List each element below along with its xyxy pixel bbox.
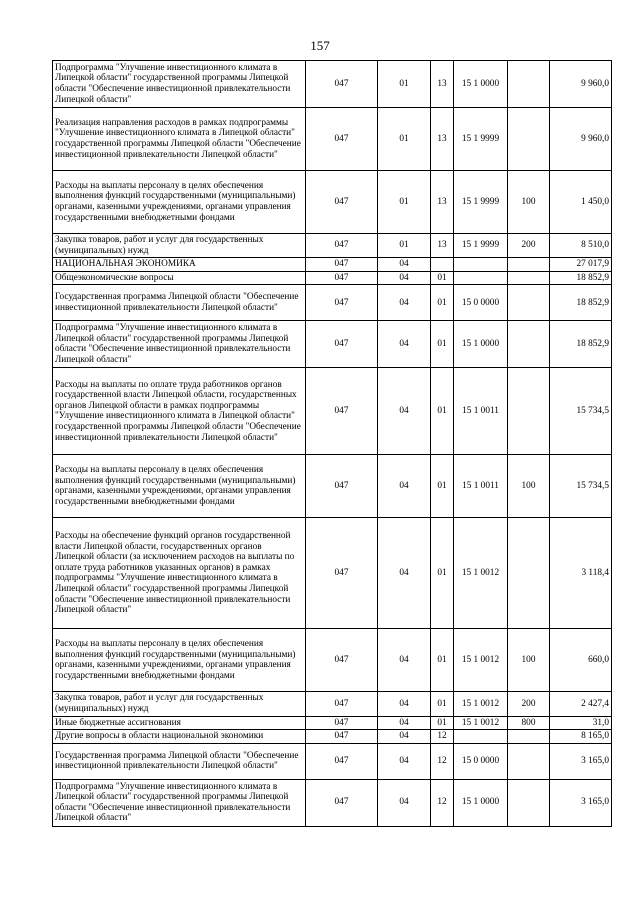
cell-target-article: 15 1 0012 <box>454 692 508 716</box>
cell-target-article: 15 1 0011 <box>454 455 508 518</box>
cell-sum: 660,0 <box>550 629 612 692</box>
table-row <box>53 629 612 692</box>
cell-sum: 8 510,0 <box>550 234 612 258</box>
cell-sum: 18 852,9 <box>550 321 612 368</box>
cell-name: Общеэкономические вопросы <box>53 271 306 285</box>
cell-expense-type: 200 <box>508 692 550 716</box>
cell-name: Расходы на выплаты персоналу в целях обеспечения выполнения функций государственными (муниципальными) органами, казенными учреждениями, органами управления государственными внебюджетными фондами <box>53 629 306 692</box>
cell-name: Расходы на выплаты персоналу в целях обеспечения выполнения функций государственными (муниципальными) органами, казенными учреждениями, органами управления государственными внебюджетными фондами <box>53 171 306 234</box>
cell-subsection: 01 <box>431 518 454 629</box>
table-row <box>53 285 612 321</box>
cell-target-article: 15 1 0012 <box>454 716 508 730</box>
cell-expense-type <box>508 61 550 108</box>
table-row <box>53 61 612 108</box>
cell-sum: 8 165,0 <box>550 730 612 744</box>
table-row <box>53 271 612 285</box>
table-row <box>53 258 612 272</box>
cell-subsection: 01 <box>431 716 454 730</box>
cell-expense-type <box>508 285 550 321</box>
cell-section: 01 <box>378 61 431 108</box>
cell-expense-type <box>508 368 550 455</box>
table-row <box>53 779 612 826</box>
cell-name: Иные бюджетные ассигнования <box>53 716 306 730</box>
cell-subsection: 13 <box>431 61 454 108</box>
cell-sum: 3 118,4 <box>550 518 612 629</box>
page-number: 157 <box>310 38 330 53</box>
cell-ministry: 047 <box>306 258 378 272</box>
cell-name: Закупка товаров, работ и услуг для государственных (муниципальных) нужд <box>53 234 306 258</box>
cell-section: 04 <box>378 271 431 285</box>
table-row <box>53 368 612 455</box>
cell-target-article <box>454 271 508 285</box>
cell-section: 04 <box>378 258 431 272</box>
cell-sum: 9 960,0 <box>550 108 612 171</box>
cell-ministry: 047 <box>306 518 378 629</box>
cell-ministry: 047 <box>306 629 378 692</box>
table-row <box>53 108 612 171</box>
cell-sum: 3 165,0 <box>550 779 612 826</box>
cell-ministry: 047 <box>306 368 378 455</box>
cell-target-article: 15 1 0011 <box>454 368 508 455</box>
cell-sum: 18 852,9 <box>550 271 612 285</box>
cell-ministry: 047 <box>306 455 378 518</box>
cell-name: НАЦИОНАЛЬНАЯ ЭКОНОМИКА <box>53 258 306 272</box>
cell-section: 04 <box>378 779 431 826</box>
cell-target-article: 15 1 0012 <box>454 518 508 629</box>
cell-expense-type: 200 <box>508 234 550 258</box>
cell-expense-type <box>508 743 550 779</box>
cell-sum: 1 450,0 <box>550 171 612 234</box>
cell-target-article <box>454 258 508 272</box>
cell-target-article: 15 0 0000 <box>454 743 508 779</box>
cell-expense-type <box>508 321 550 368</box>
cell-sum: 2 427,4 <box>550 692 612 716</box>
cell-subsection: 01 <box>431 321 454 368</box>
table-row <box>53 321 612 368</box>
cell-subsection: 13 <box>431 234 454 258</box>
cell-subsection: 01 <box>431 692 454 716</box>
table-row <box>53 692 612 716</box>
cell-sum: 27 017,9 <box>550 258 612 272</box>
cell-name: Подпрограмма "Улучшение инвестиционного климата в Липецкой области" государственной программы Липецкой области "Обеспечение инвестиционной привлекательности Липецкой области" <box>53 61 306 108</box>
cell-sum: 18 852,9 <box>550 285 612 321</box>
cell-name: Государственная программа Липецкой области "Обеспечение инвестиционной привлекательности Липецкой области" <box>53 285 306 321</box>
budget-table <box>52 60 612 827</box>
cell-sum: 15 734,5 <box>550 368 612 455</box>
table-row <box>53 455 612 518</box>
cell-target-article: 15 1 9999 <box>454 234 508 258</box>
table-row <box>53 518 612 629</box>
cell-sum: 3 165,0 <box>550 743 612 779</box>
cell-name: Расходы на выплаты персоналу в целях обеспечения выполнения функций государственными (муниципальными) органами, казенными учреждениями, органами управления государственными внебюджетными фондами <box>53 455 306 518</box>
cell-subsection: 12 <box>431 730 454 744</box>
cell-ministry: 047 <box>306 716 378 730</box>
cell-subsection: 01 <box>431 629 454 692</box>
cell-subsection: 01 <box>431 271 454 285</box>
cell-name: Закупка товаров, работ и услуг для государственных (муниципальных) нужд <box>53 692 306 716</box>
table-row <box>53 234 612 258</box>
cell-expense-type <box>508 108 550 171</box>
cell-target-article: 15 1 0000 <box>454 61 508 108</box>
cell-section: 01 <box>378 108 431 171</box>
table-row <box>53 171 612 234</box>
cell-subsection: 13 <box>431 108 454 171</box>
cell-expense-type: 100 <box>508 629 550 692</box>
cell-section: 04 <box>378 629 431 692</box>
cell-subsection: 01 <box>431 285 454 321</box>
cell-subsection: 12 <box>431 779 454 826</box>
cell-name: Государственная программа Липецкой области "Обеспечение инвестиционной привлекательности Липецкой области" <box>53 743 306 779</box>
cell-target-article: 15 1 9999 <box>454 108 508 171</box>
cell-expense-type <box>508 258 550 272</box>
cell-expense-type: 100 <box>508 171 550 234</box>
cell-target-article: 15 0 0000 <box>454 285 508 321</box>
cell-name: Другие вопросы в области национальной экономики <box>53 730 306 744</box>
cell-name: Расходы на выплаты по оплате труда работников органов государственной власти Липецкой области, государственных органов Липецкой области в рамках подпрограммы "Улучшение инвестиционного климата в Липецкой области" государственной программы Липецкой области "Обеспечение инвестиционной привлекательности Липецкой области" <box>53 368 306 455</box>
cell-expense-type <box>508 730 550 744</box>
cell-subsection: 01 <box>431 368 454 455</box>
cell-ministry: 047 <box>306 743 378 779</box>
cell-ministry: 047 <box>306 321 378 368</box>
cell-section: 04 <box>378 743 431 779</box>
cell-section: 04 <box>378 321 431 368</box>
cell-ministry: 047 <box>306 692 378 716</box>
cell-target-article: 15 1 0012 <box>454 629 508 692</box>
table-row <box>53 743 612 779</box>
cell-ministry: 047 <box>306 271 378 285</box>
cell-expense-type: 800 <box>508 716 550 730</box>
cell-subsection: 13 <box>431 171 454 234</box>
cell-name: Расходы на обеспечение функций органов государственной власти Липецкой области, государственных органов Липецкой области (за исключением расходов на выплаты по оплате труда работников указанных органов) в рамках подпрограммы "Улучшение инвестиционного климата в Липецкой области" государственной программы Липецкой области "Обеспечение инвестиционной привлекательности Липецкой области" <box>53 518 306 629</box>
cell-section: 01 <box>378 171 431 234</box>
cell-sum: 31,0 <box>550 716 612 730</box>
cell-section: 04 <box>378 368 431 455</box>
table-body <box>53 61 612 827</box>
table-row <box>53 716 612 730</box>
cell-section: 04 <box>378 730 431 744</box>
cell-name: Подпрограмма "Улучшение инвестиционного климата в Липецкой области" государственной программы Липецкой области "Обеспечение инвестиционной привлекательности Липецкой области" <box>53 779 306 826</box>
cell-target-article: 15 1 0000 <box>454 321 508 368</box>
table-row <box>53 730 612 744</box>
cell-subsection <box>431 258 454 272</box>
cell-target-article <box>454 730 508 744</box>
cell-subsection: 12 <box>431 743 454 779</box>
cell-section: 04 <box>378 716 431 730</box>
cell-section: 04 <box>378 455 431 518</box>
cell-ministry: 047 <box>306 779 378 826</box>
cell-expense-type <box>508 779 550 826</box>
cell-ministry: 047 <box>306 171 378 234</box>
cell-sum: 9 960,0 <box>550 61 612 108</box>
cell-target-article: 15 1 0000 <box>454 779 508 826</box>
cell-section: 04 <box>378 692 431 716</box>
cell-ministry: 047 <box>306 234 378 258</box>
cell-sum: 15 734,5 <box>550 455 612 518</box>
cell-ministry: 047 <box>306 730 378 744</box>
cell-target-article: 15 1 9999 <box>454 171 508 234</box>
cell-ministry: 047 <box>306 108 378 171</box>
cell-ministry: 047 <box>306 61 378 108</box>
cell-subsection: 01 <box>431 455 454 518</box>
cell-ministry: 047 <box>306 285 378 321</box>
cell-expense-type <box>508 518 550 629</box>
cell-expense-type: 100 <box>508 455 550 518</box>
cell-expense-type <box>508 271 550 285</box>
cell-section: 01 <box>378 234 431 258</box>
cell-name: Реализация направления расходов в рамках подпрограммы "Улучшение инвестиционного климата в Липецкой области" государственной программы Липецкой области "Обеспечение инвестиционной привлекательности Липецкой области" <box>53 108 306 171</box>
cell-section: 04 <box>378 518 431 629</box>
cell-section: 04 <box>378 285 431 321</box>
cell-name: Подпрограмма "Улучшение инвестиционного климата в Липецкой области" государственной программы Липецкой области "Обеспечение инвестиционной привлекательности Липецкой области" <box>53 321 306 368</box>
